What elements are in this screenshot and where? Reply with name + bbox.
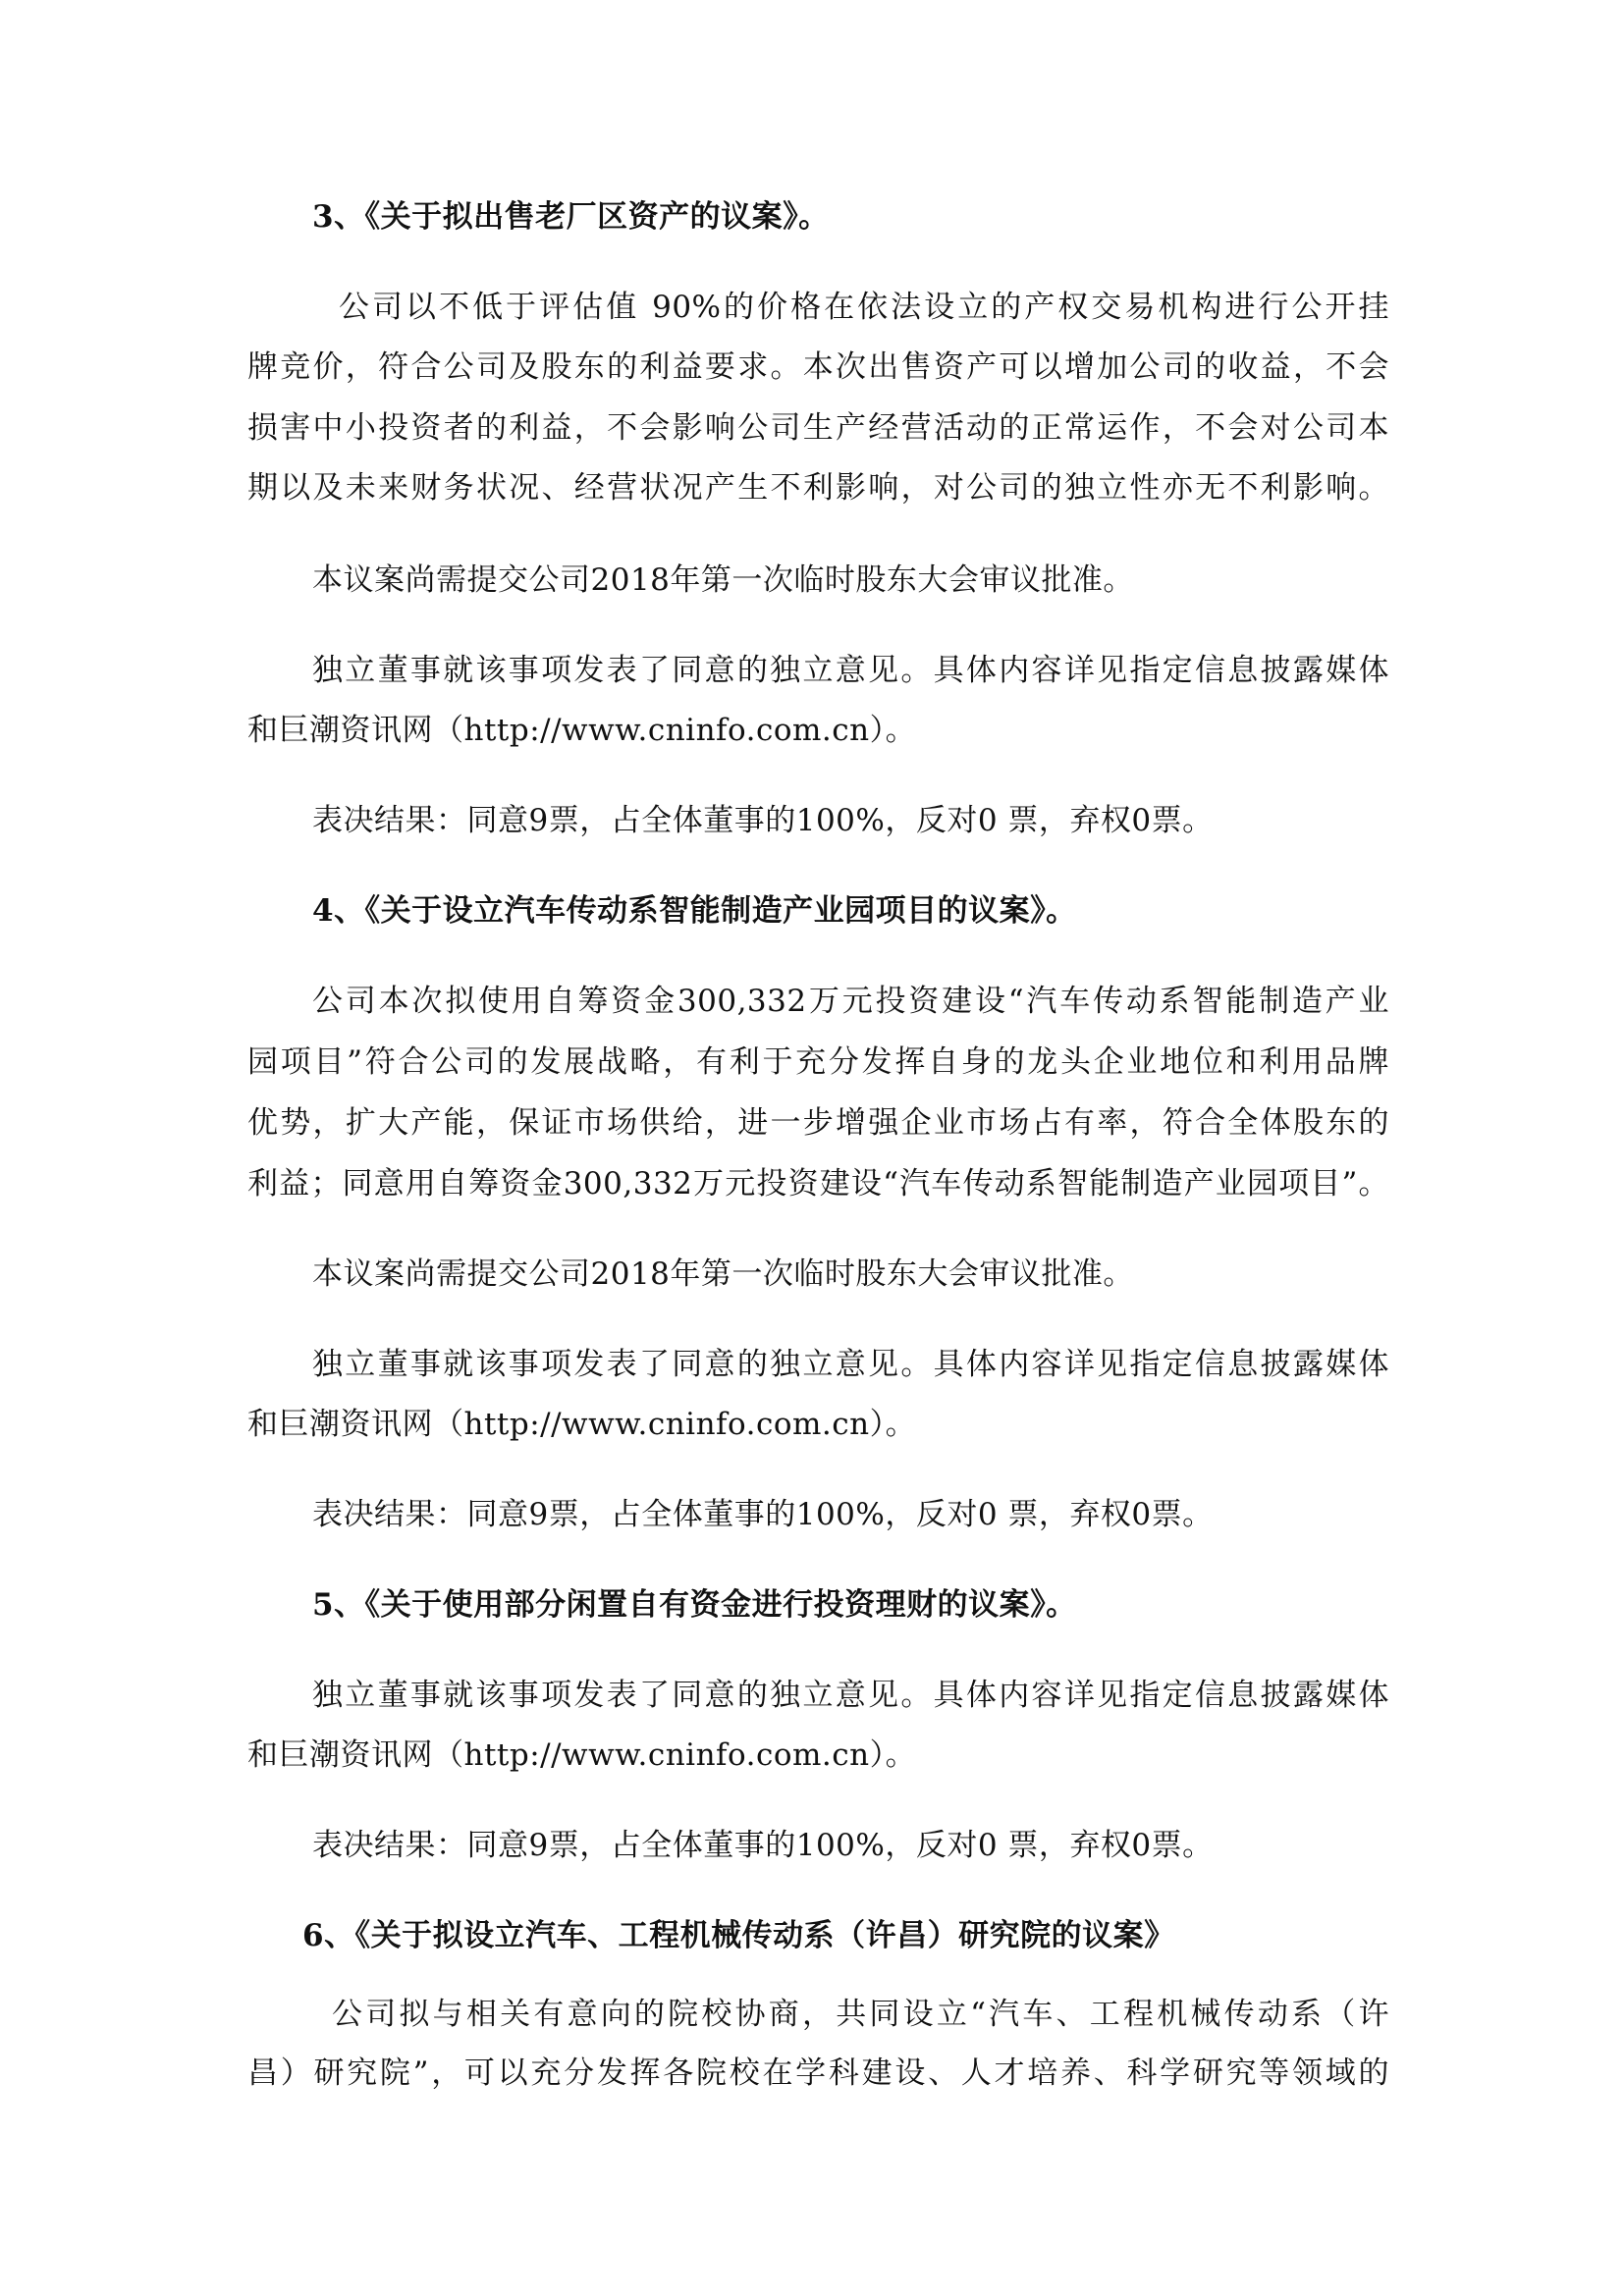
section-4-opinion-line-2: 和巨潮资讯网（http://www.cninfo.com.cn）。: [247, 1407, 917, 1442]
section-6-body-line-2: 昌）研究院”，可以充分发挥各院校在学科建设、人才培养、科学研究等领域的: [247, 2056, 1389, 2091]
section-4-body-line-3: 优势，扩大产能，保证市场供给，进一步增强企业市场占有率，符合全体股东的: [247, 1105, 1389, 1141]
section-3-opinion-line-2: 和巨潮资讯网（http://www.cninfo.com.cn）。: [247, 713, 917, 748]
section-5-opinion-line-2: 和巨潮资讯网（http://www.cninfo.com.cn）。: [247, 1737, 917, 1773]
section-4-heading: 4、《关于设立汽车传动系智能制造产业园项目的议案》。: [312, 893, 1077, 929]
section-6-body-line-1: 公司拟与相关有意向的院校协商，共同设立“汽车、工程机械传动系（许: [332, 1997, 1389, 2032]
section-3-approval-note: 本议案尚需提交公司2018年第一次临时股东大会审议批准。: [312, 562, 1134, 598]
section-3-body-line-2: 牌竞价，符合公司及股东的利益要求。本次出售资产可以增加公司的收益，不会: [247, 349, 1389, 385]
section-3-body-line-4: 期以及未来财务状况、经营状况产生不利影响，对公司的独立性亦无不利影响。: [247, 470, 1389, 506]
section-3-heading: 3、《关于拟出售老厂区资产的议案》。: [312, 199, 830, 235]
section-5-heading: 5、《关于使用部分闲置自有资金进行投资理财的议案》。: [312, 1587, 1077, 1623]
section-4-vote-result: 表决结果：同意9票，占全体董事的100%，反对0 票，弃权0票。: [312, 1497, 1214, 1532]
section-6-heading: 6、《关于拟设立汽车、工程机械传动系（许昌）研究院的议案》: [302, 1918, 1175, 1953]
section-5-vote-result: 表决结果：同意9票，占全体董事的100%，反对0 票，弃权0票。: [312, 1828, 1214, 1863]
section-3-body-line-1: 公司以不低于评估值 90%的价格在依法设立的产权交易机构进行公开挂: [339, 290, 1389, 325]
section-4-body-line-1: 公司本次拟使用自筹资金300,332万元投资建设“汽车传动系智能制造产业: [312, 984, 1389, 1019]
section-3-opinion-line-1: 独立董事就该事项发表了同意的独立意见。具体内容详见指定信息披露媒体: [312, 653, 1389, 688]
section-4-body-line-2: 园项目”符合公司的发展战略，有利于充分发挥自身的龙头企业地位和利用品牌: [247, 1044, 1389, 1080]
section-3-body-line-3: 损害中小投资者的利益，不会影响公司生产经营活动的正常运作，不会对公司本: [247, 410, 1389, 446]
section-5-opinion-line-1: 独立董事就该事项发表了同意的独立意见。具体内容详见指定信息披露媒体: [312, 1678, 1389, 1713]
section-4-opinion-line-1: 独立董事就该事项发表了同意的独立意见。具体内容详见指定信息披露媒体: [312, 1347, 1389, 1382]
section-4-approval-note: 本议案尚需提交公司2018年第一次临时股东大会审议批准。: [312, 1256, 1134, 1292]
section-4-body-line-4: 利益；同意用自筹资金300,332万元投资建设“汽车传动系智能制造产业园项目”。: [247, 1166, 1389, 1201]
section-3-vote-result: 表决结果：同意9票，占全体董事的100%，反对0 票，弃权0票。: [312, 803, 1214, 838]
